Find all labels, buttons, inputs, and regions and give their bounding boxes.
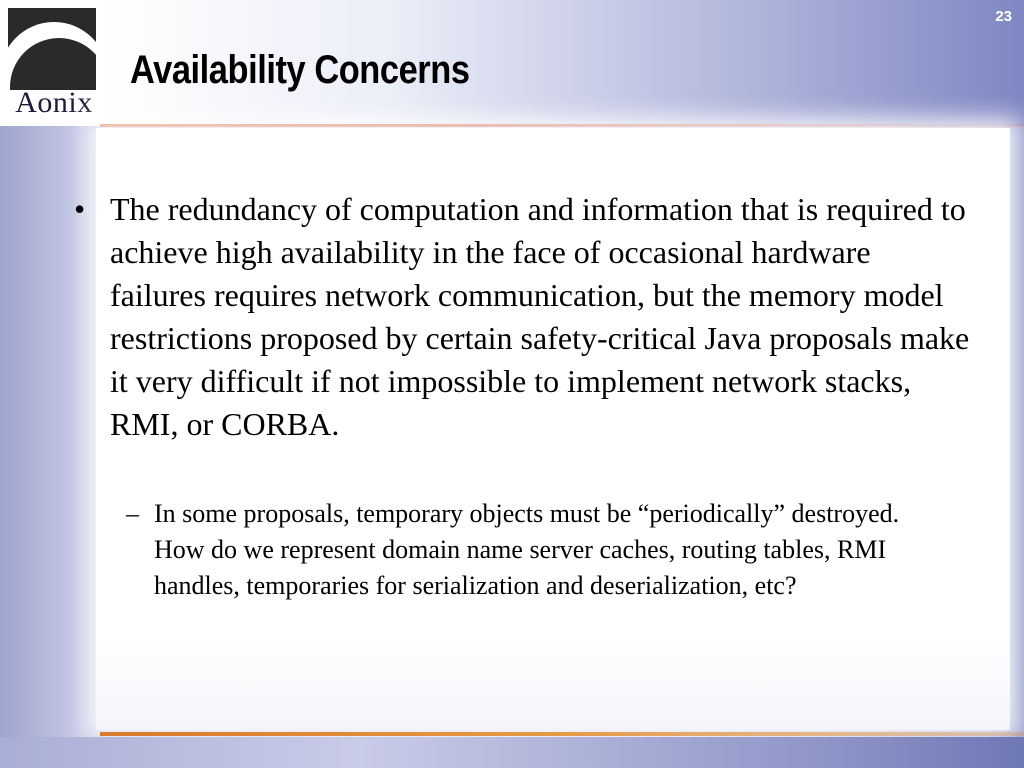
sub-bullet-item (126, 496, 926, 604)
bullet-text: The redundancy of computation and information that is required to achieve high availability in the face of occasional hardware failures requires network communication, but the memory model restrictions proposed by certain safety-critical Java proposals make it very difficult if not impossible to implement network stacks, RMI, or CORBA. (110, 191, 970, 442)
bullet-marker: • (74, 191, 86, 227)
footer-band (0, 737, 1024, 768)
slide-title: Availability Concerns (130, 48, 470, 92)
page-number: 23 (995, 8, 1012, 25)
bullet-item (74, 188, 974, 446)
sub-bullet-marker: – (126, 499, 139, 528)
header-divider (100, 124, 1024, 127)
footer-divider (100, 732, 1024, 736)
logo-mark-icon (8, 8, 96, 90)
logo-text: Aonix (15, 86, 93, 119)
sub-bullet-text: In some proposals, temporary objects must be “periodically” destroyed. How do we represent domain name server caches, routing tables, RMI handles, temporaries for serialization and deserialization, etc? (154, 499, 900, 600)
aonix-logo (4, 4, 100, 122)
